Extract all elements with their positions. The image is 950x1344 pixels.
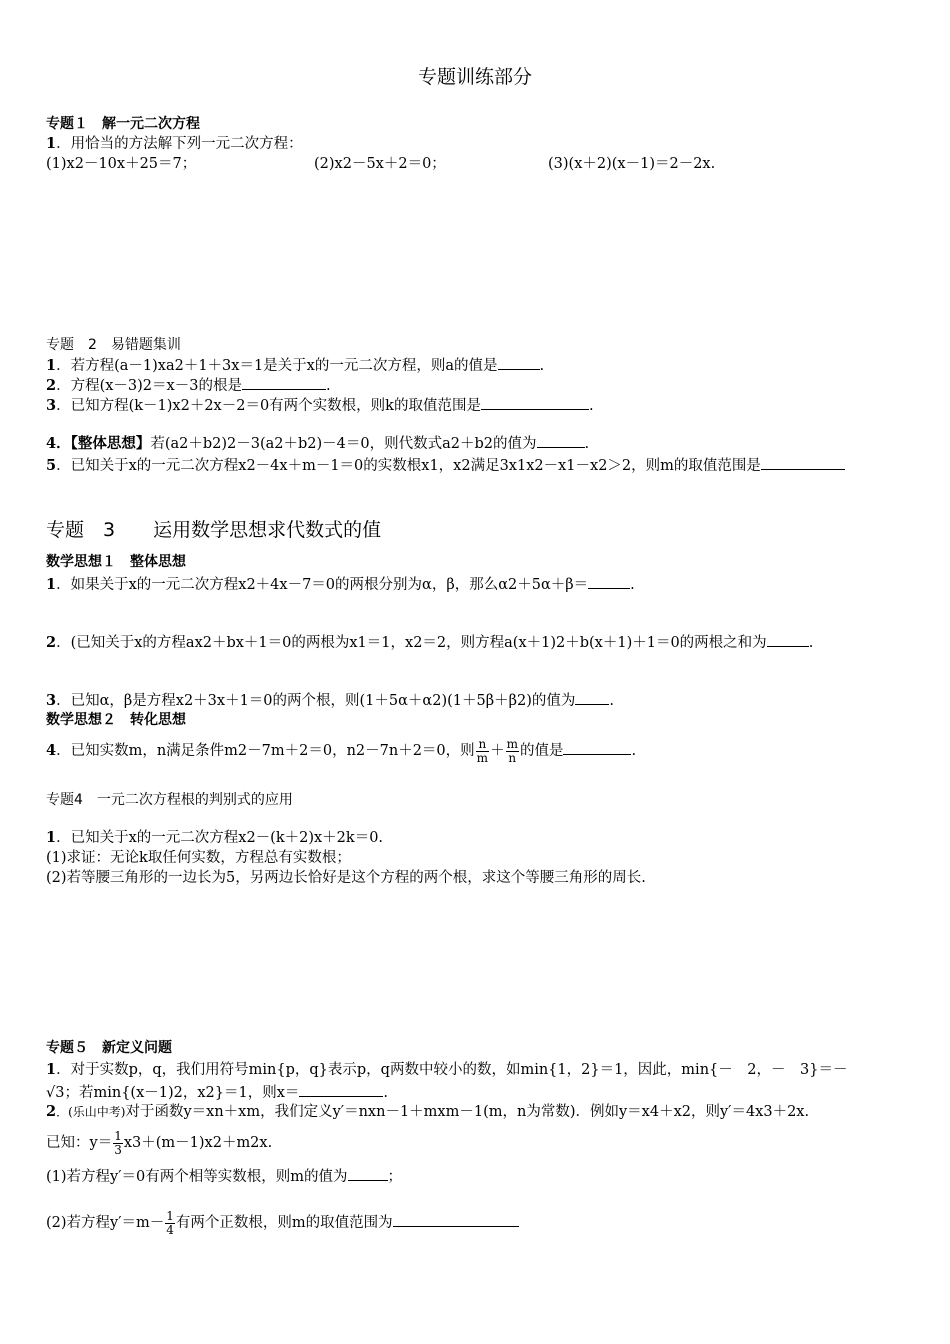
period: . xyxy=(383,1085,388,1101)
s3-subheading-2: 数学思想２ 转化思想 xyxy=(46,712,186,728)
fraction-one-quarter: $\frac{1}{4}$ xyxy=(166,1208,174,1237)
period: . xyxy=(631,743,637,759)
question-number: 2 xyxy=(46,377,57,394)
part-text: (1)若方程y′＝0有两个相等实数根，则m的值为 xyxy=(46,1169,348,1185)
s5-question-1-line-2 xyxy=(46,1082,910,1103)
s3-subheading-1: 数学思想１ 整体思想 xyxy=(46,554,186,570)
question-number: 1 xyxy=(46,1061,57,1078)
question-text: ．(已知关于x的方程ax2＋bx＋1＝0的两根为x1＝1，x2＝2，则方程a(x＋1)2＋b(x＋1)＋1＝0的两根之和为 xyxy=(56,635,767,651)
question-text: ．对于实数p，q，我们用符号min{p，q}表示p，q两数中较小的数，如min{1，2}＝1，因此，min{－ 2，－ 3}＝－ xyxy=(56,1062,848,1078)
question-source: ．(乐山中考) xyxy=(56,1105,126,1119)
given-text: 已知：y＝ xyxy=(46,1135,113,1151)
s5-given xyxy=(46,1128,910,1158)
question-number: 3 xyxy=(46,692,57,709)
s2-question-1 xyxy=(46,355,910,376)
s3-question-1 xyxy=(46,574,910,595)
fraction-one-third: $\frac{1}{3}$ xyxy=(114,1128,122,1157)
question-text: ．已知关于x的一元二次方程x2－(k＋2)x＋2k＝0. xyxy=(56,830,384,846)
period: . xyxy=(584,436,590,452)
answer-blank[interactable] xyxy=(393,1212,519,1227)
s4-part-1: (1)求证：无论k取任何实数，方程总有实数根； xyxy=(46,850,351,866)
question-text: ．如果关于x的一元二次方程x2＋4x－7＝0的两根分别为α，β，那么α2＋5α＋β＝ xyxy=(56,577,589,593)
equation-2: (2)x2－5x＋2＝0； xyxy=(314,156,446,172)
question-text: ．方程(x－3)2＝x－3的根是 xyxy=(56,378,242,394)
question-number: 2 xyxy=(46,1103,57,1120)
answer-blank[interactable] xyxy=(299,1082,383,1097)
question-number: 2 xyxy=(46,634,57,651)
s3-question-2 xyxy=(46,632,910,653)
question-number: 4 xyxy=(46,435,57,452)
section-2-heading: 专题 2 易错题集训 xyxy=(46,337,181,353)
semicolon: ； xyxy=(387,1169,402,1185)
question-text: √3；若min{(x－1)2，x2}＝1，则x＝ xyxy=(46,1085,300,1101)
s3-question-4 xyxy=(46,736,910,766)
s4-part-2: (2)若等腰三角形的一边长为5，另两边长恰好是这个方程的两个根，求这个等腰三角形的周长. xyxy=(46,870,646,886)
question-text: 对于函数y＝xn＋xm，我们定义y′＝nxn－1＋mxm－1(m，n为常数)．例如y＝x4＋x2，则y′＝4x3＋2x. xyxy=(125,1104,810,1120)
question-text: ．用恰当的方法解下列一元二次方程： xyxy=(56,136,303,152)
question-number: 3 xyxy=(46,397,57,414)
period: . xyxy=(630,577,635,593)
equation-1: (1)x2－10x＋25＝7； xyxy=(46,156,197,172)
s2-question-4 xyxy=(46,433,910,454)
question-number: 5 xyxy=(46,457,57,474)
section-1-heading: 专题１ 解一元二次方程 xyxy=(46,116,200,132)
s2-question-3 xyxy=(46,395,910,416)
answer-blank[interactable] xyxy=(498,355,540,370)
question-text: ．已知方程(k－1)x2＋2x－2＝0有两个实数根，则k的取值范围是 xyxy=(56,398,481,414)
period: . xyxy=(588,398,594,414)
s5-part-1 xyxy=(46,1166,910,1187)
s5-part-2 xyxy=(46,1208,910,1238)
part-text-end: 有两个正数根，则m的取值范围为 xyxy=(175,1215,393,1231)
answer-blank[interactable] xyxy=(588,574,630,589)
fraction-m-over-n: $\frac{m}{n}$ xyxy=(506,736,518,765)
question-text: ．已知关于x的一元二次方程x2－4x＋m－1＝0的实数根x1，x2满足3x1x2－x1－x2＞2，则m的取值范围是 xyxy=(56,458,761,474)
given-text-end: x3＋(m－1)x2＋m2x. xyxy=(123,1135,273,1151)
answer-blank[interactable] xyxy=(575,690,609,705)
period: . xyxy=(539,358,545,374)
s3-question-3 xyxy=(46,690,910,711)
answer-blank[interactable] xyxy=(242,375,326,390)
fraction-n-over-m: $\frac{n}{m}$ xyxy=(476,736,489,765)
period: . xyxy=(808,635,814,651)
question-text: ．已知α，β是方程x2＋3x＋1＝0的两个根，则(1＋5α＋α2)(1＋5β＋β2)的值为 xyxy=(56,693,576,709)
question-tag: ．【整体思想】 xyxy=(56,435,151,452)
s1-question-1 xyxy=(46,134,910,154)
page-title: 专题训练部分 xyxy=(417,66,532,88)
s4-question-1 xyxy=(46,828,910,848)
section-3-heading: 专题 3 运用数学思想求代数式的值 xyxy=(46,519,382,541)
question-text: ．若方程(a－1)xa2＋1＋3x＝1是关于x的一元二次方程，则a的值是 xyxy=(56,358,498,374)
question-number: 4 xyxy=(46,742,57,759)
question-number: 1 xyxy=(46,357,57,374)
period: . xyxy=(325,378,331,394)
s5-question-1 xyxy=(46,1060,910,1080)
section-5-heading: 专题５ 新定义问题 xyxy=(46,1040,172,1056)
question-text: 若(a2＋b2)2－3(a2＋b2)－4＝0，则代数式a2＋b2的值为 xyxy=(150,436,537,452)
part-text: (2)若方程y′＝m－ xyxy=(46,1215,165,1231)
answer-blank[interactable] xyxy=(481,395,589,410)
s5-question-2 xyxy=(46,1102,910,1122)
answer-blank[interactable] xyxy=(348,1166,388,1181)
answer-blank[interactable] xyxy=(537,433,585,448)
question-text-end: 的值是 xyxy=(519,743,564,759)
answer-blank[interactable] xyxy=(767,632,809,647)
s2-question-2 xyxy=(46,375,910,396)
section-4-heading: 专题4 一元二次方程根的判别式的应用 xyxy=(46,792,293,808)
plus-sign: ＋ xyxy=(490,743,505,759)
period: . xyxy=(609,693,614,709)
s2-question-5 xyxy=(46,455,910,476)
question-text: ．已知实数m，n满足条件m2－7m＋2＝0，n2－7n＋2＝0，则 xyxy=(56,743,475,759)
question-number: 1 xyxy=(46,829,57,846)
question-number: 1 xyxy=(46,576,57,593)
answer-blank[interactable] xyxy=(563,740,631,755)
equation-3: (3)(x＋2)(x－1)＝2－2x. xyxy=(548,156,716,172)
question-number: 1 xyxy=(46,135,57,152)
answer-blank[interactable] xyxy=(761,455,845,470)
